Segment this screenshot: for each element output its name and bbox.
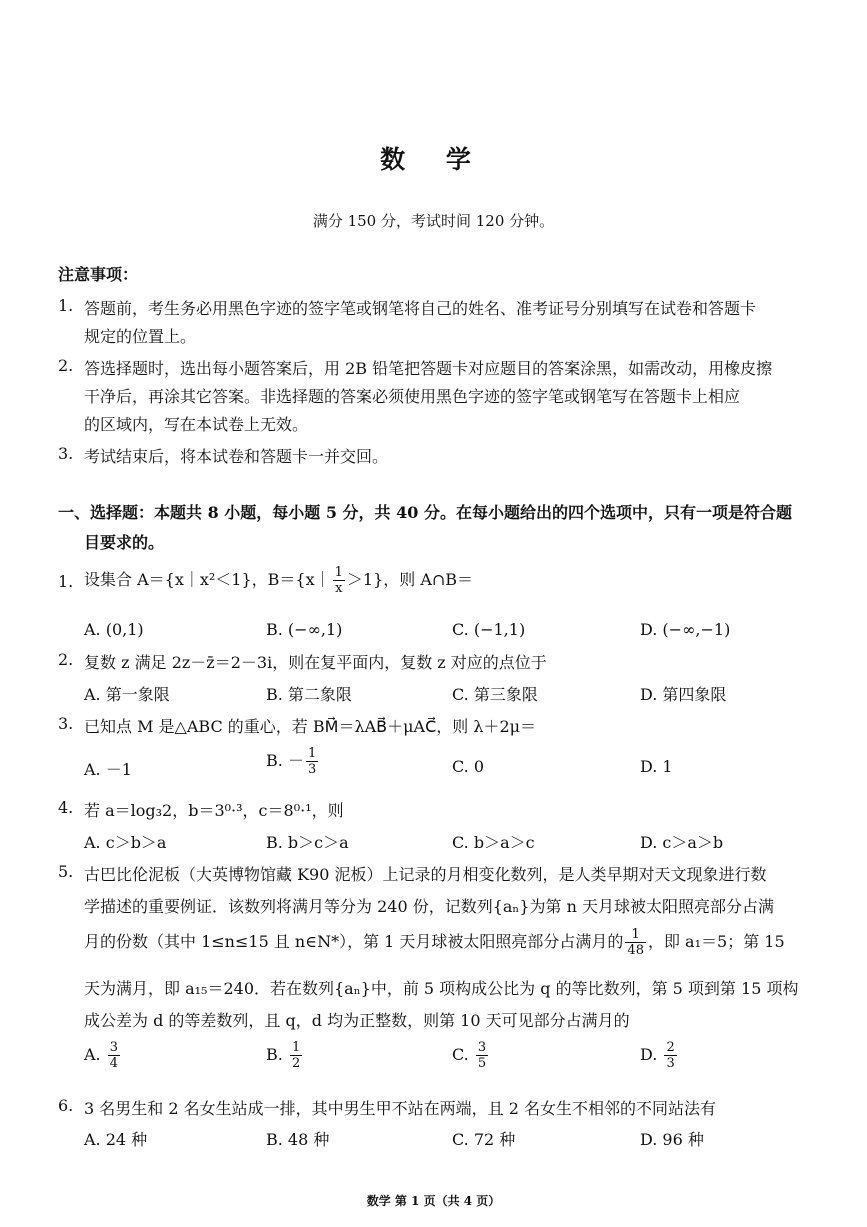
question-stem: 若 a＝log₃2，b＝3⁰·³，c＝8⁰·¹，则	[84, 801, 344, 820]
option-b: B. 48 种	[266, 1130, 330, 1149]
question-number: 2.	[58, 650, 74, 669]
notice-item-num: 3.	[58, 444, 74, 463]
option-a: A. 24 种	[84, 1130, 148, 1149]
numerator: 2	[666, 1040, 675, 1055]
fraction	[108, 1040, 120, 1071]
option-d: D. 96 种	[640, 1130, 704, 1149]
option-label: D.	[640, 1045, 658, 1064]
numerator: 1	[291, 1040, 301, 1055]
numerator: 3	[477, 1040, 487, 1055]
notice-item-line: 的区域内，写在本试卷上无效。	[84, 415, 309, 434]
option-d: D. c＞a＞b	[640, 833, 724, 852]
option-b	[266, 1040, 304, 1071]
question-number: 6.	[58, 1096, 74, 1115]
notice-item-line: 规定的位置上。	[84, 327, 197, 346]
option-b: B. 第二象限	[266, 685, 352, 704]
stem-text: 月的份数（其中 1≤n≤15 且 n∈N*），第 1 天月球被太阳照亮部分占满月的	[84, 932, 624, 951]
option-b: B. (−∞,1)	[266, 620, 343, 639]
question-stem: 3 名男生和 2 名女生站成一排，其中男生甲不站在两端，且 2 名女生不相邻的不同站法有	[84, 1099, 716, 1118]
notice-item-line: 干净后，再涂其它答案。非选择题的答案必须使用黑色字迹的签字笔或钢笔写在答题卡上相应	[84, 387, 741, 406]
option-b: B. b＞c＞a	[266, 833, 349, 852]
minus-sign: －	[287, 751, 304, 770]
question-stem-line: 天为满月，即 a₁₅＝240．若在数列{aₙ}中，前 5 项构成公比为 q 的等比数列，第 5 项到第 15 项构	[84, 979, 799, 998]
numerator: 1	[625, 927, 646, 943]
page-footer: 数学 第 1 页（共 4 页）	[366, 1194, 501, 1208]
option-b	[266, 746, 320, 777]
option-label: B.	[266, 1045, 283, 1064]
page-title: 数 学	[380, 145, 487, 174]
question-number: 4.	[58, 798, 74, 817]
option-a	[84, 1040, 122, 1071]
denominator: 48	[627, 943, 644, 958]
notice-item-num: 1.	[58, 296, 74, 315]
notice-heading: 注意事项：	[58, 265, 139, 284]
option-c: C. 0	[452, 757, 485, 776]
notice-item-line: 考试结束后，将本试卷和答题卡一并交回。	[84, 447, 389, 466]
fraction	[290, 1040, 302, 1071]
fraction	[664, 1040, 676, 1071]
denominator: 2	[291, 1056, 301, 1071]
denominator: 4	[109, 1056, 119, 1071]
stem-text: 设集合 A＝{x｜x²＜1}，B＝{x｜	[84, 570, 331, 589]
numerator: 1	[334, 565, 343, 580]
option-a: A. c＞b＞a	[84, 833, 167, 852]
numerator: 1	[307, 746, 317, 761]
question-stem-line: 学描述的重要例证．该数列将满月等分为 240 份，记数列{aₙ}为第 n 天月球被太阳照亮部分占满	[84, 897, 775, 916]
section-heading: 一、选择题：本题共 8 小题，每小题 5 分，共 40 分。在每小题给出的四个选项中，只有一项是符合题	[58, 503, 792, 522]
stem-text: ，即 a₁＝5；第 15	[647, 932, 785, 951]
exam-info: 满分 150 分，考试时间 120 分钟。	[312, 212, 555, 230]
option-d: D. 1	[640, 757, 673, 776]
fraction	[306, 746, 318, 777]
question-number: 3.	[58, 714, 74, 733]
option-c: C. b＞a＞c	[452, 833, 535, 852]
option-c: C. 72 种	[452, 1130, 516, 1149]
question-stem-line	[84, 927, 785, 958]
numerator: 3	[109, 1040, 119, 1055]
option-a: A. (0,1)	[84, 620, 144, 639]
notice-item-line: 答选择题时，选出每小题答案后，用 2B 铅笔把答题卡对应题目的答案涂黑，如需改动，用橡皮擦	[84, 359, 773, 378]
option-a: A. －1	[84, 760, 132, 779]
denominator: 5	[477, 1056, 487, 1071]
notice-item-line: 答题前，考生务必用黑色字迹的签字笔或钢笔将自己的姓名、准考证号分别填写在试卷和答题卡	[84, 299, 757, 318]
denominator: 3	[307, 762, 317, 777]
question-number: 1.	[58, 572, 74, 591]
option-d	[640, 1040, 679, 1071]
section-heading-cont: 目要求的。	[84, 533, 165, 552]
question-stem	[84, 565, 473, 596]
fraction	[625, 927, 646, 958]
option-d: D. 第四象限	[640, 685, 727, 704]
stem-text: ＞1}，则 A∩B＝	[346, 570, 474, 589]
question-stem: 已知点 M 是△ABC 的重心，若 BM⃗＝λAB⃗＋μAC⃗，则 λ＋2μ＝	[84, 717, 537, 736]
denominator: 3	[666, 1056, 675, 1071]
option-d: D. (−∞,−1)	[640, 620, 731, 639]
denominator: x	[335, 581, 343, 596]
option-label: A.	[84, 1045, 101, 1064]
option-a: A. 第一象限	[84, 685, 170, 704]
option-c: C. 第三象限	[452, 685, 538, 704]
question-stem-line: 古巴比伦泥板（大英博物馆藏 K90 泥板）上记录的月相变化数列，是人类早期对天文现象进行数	[84, 865, 767, 884]
fraction	[333, 565, 345, 596]
option-label: C.	[452, 1045, 469, 1064]
question-number: 5.	[58, 862, 74, 881]
option-label: B.	[266, 751, 283, 770]
option-c	[452, 1040, 490, 1071]
question-stem-line: 成公差为 d 的等差数列，且 q，d 均为正整数，则第 10 天可见部分占满月的	[84, 1011, 630, 1030]
fraction	[476, 1040, 488, 1071]
option-c: C. (−1,1)	[452, 620, 526, 639]
question-stem: 复数 z 满足 2z－z̄＝2－3i，则在复平面内，复数 z 对应的点位于	[84, 653, 547, 672]
notice-item-num: 2.	[58, 356, 74, 375]
